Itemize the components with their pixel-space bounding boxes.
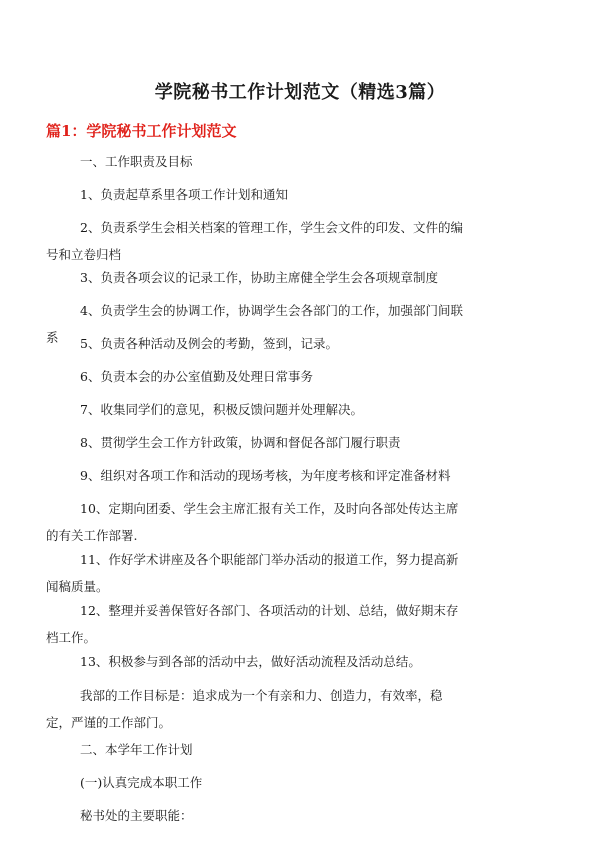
paragraph-item-2: 2、负责系学生会相关档案的管理工作，学生会文件的印发、文件的编号和立卷归档 [46,220,463,262]
paragraph-subheading-1: (一)认真完成本职工作 [80,775,203,790]
paragraph-item-7: 7、收集同学们的意见，积极反馈问题并处理解决。 [80,402,363,417]
paragraph-item-13: 13、积极参与到各部的活动中去，做好活动流程及活动总结。 [80,654,421,669]
paragraph-item-12: 12、整理并妥善保管好各部门、各项活动的计划、总结，做好期末存档工作。 [46,603,459,645]
paragraph-year-plan-heading: 二、本学年工作计划 [80,742,193,757]
paragraph-duties-heading: 一、工作职责及目标 [80,154,193,169]
paragraph-item-1: 1、负责起草系里各项工作计划和通知 [80,187,288,202]
paragraph-secretariat-functions: 秘书处的主要职能： [80,808,193,823]
paragraph-work-goal: 我部的工作目标是：追求成为一个有亲和力、创造力，有效率，稳定，严谨的工作部门。 [46,688,443,730]
paragraph-item-3: 3、负责各项会议的记录工作，协助主席健全学生会各项规章制度 [80,270,438,285]
document-title: 学院秘书工作计划范文（精选3篇） [154,82,446,103]
paragraph-item-11: 11、作好学术讲座及各个职能部门举办活动的报道工作，努力提高新闻稿质量。 [46,552,459,594]
paragraph-item-4: 4、负责学生会的协调工作，协调学生会各部门的工作，加强部门间联系 [46,303,463,345]
paragraph-item-5: 5、负责各种活动及例会的考勤，签到，记录。 [80,336,338,351]
paragraph-item-10: 10、定期向团委、学生会主席汇报有关工作，及时向各部处传达主席的有关工作部署. [46,501,459,543]
section-heading: 篇1：学院秘书工作计划范文 [46,122,237,140]
paragraph-item-8: 8、贯彻学生会工作方针政策，协调和督促各部门履行职责 [80,435,401,450]
paragraph-item-9: 9、组织对各项工作和活动的现场考核，为年度考核和评定准备材料 [80,468,451,483]
paragraph-item-6: 6、负责本会的办公室值勤及处理日常事务 [80,369,313,384]
